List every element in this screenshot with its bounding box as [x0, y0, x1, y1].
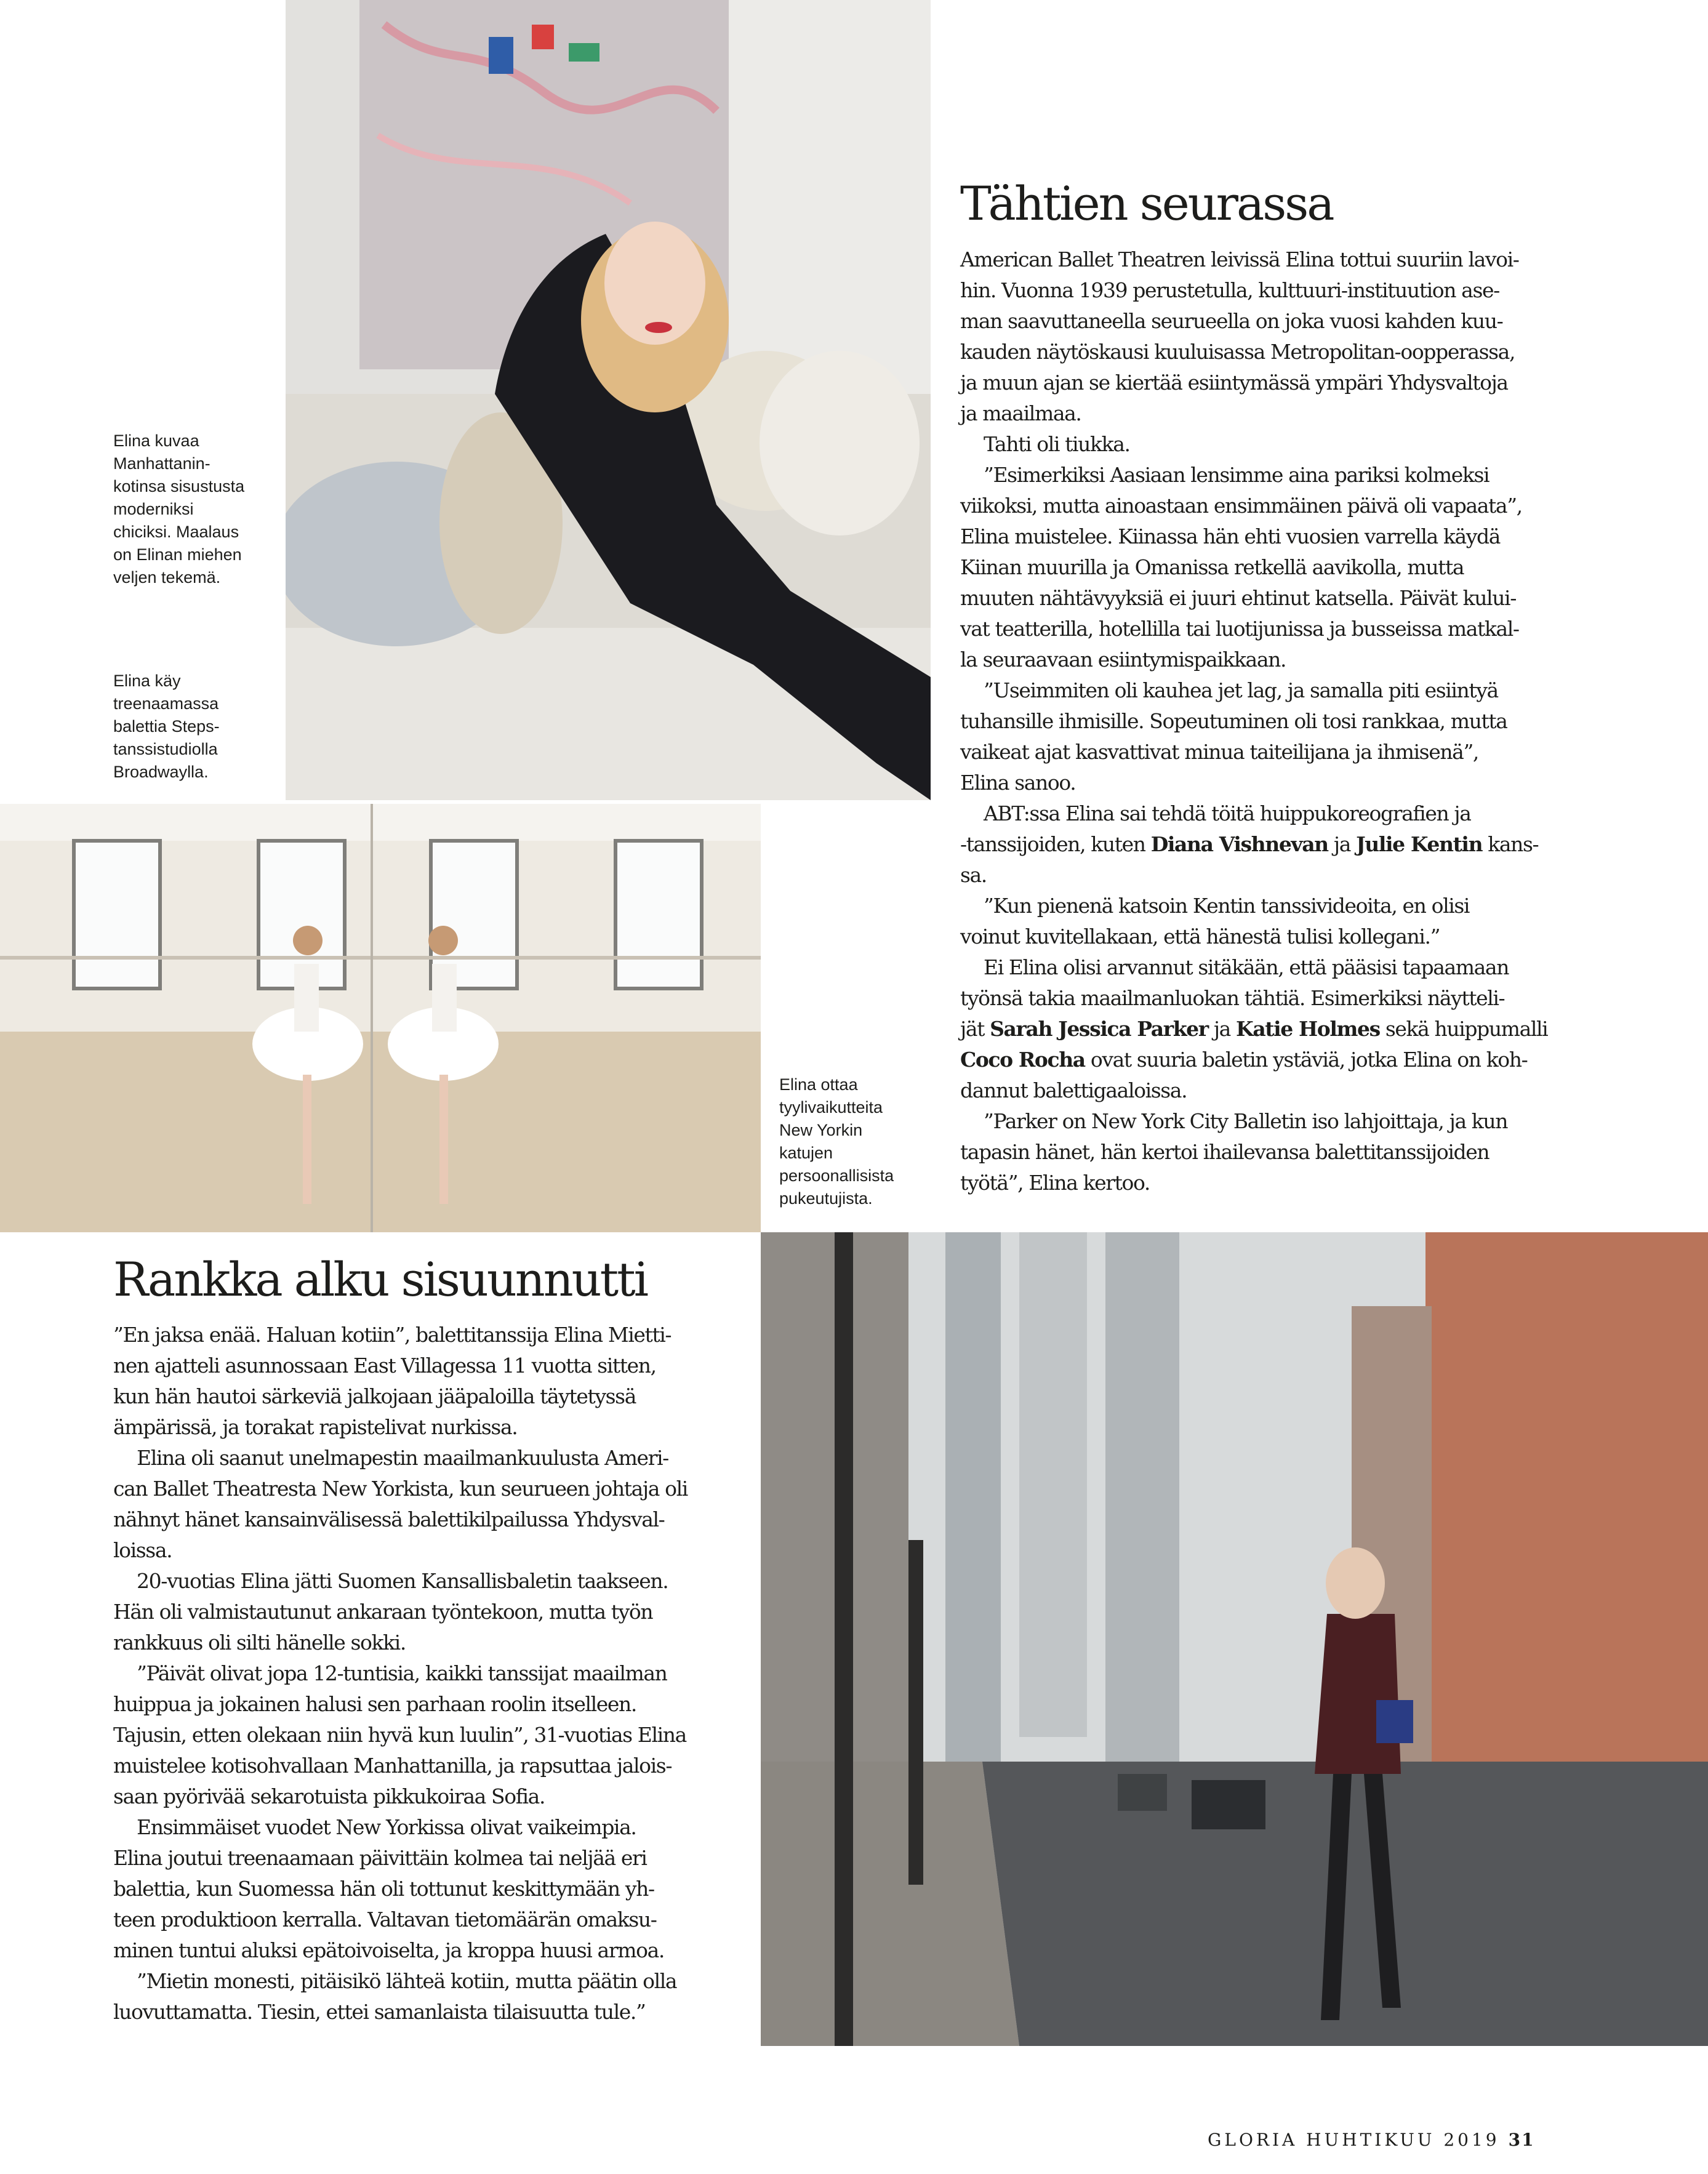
heading-tahtien-seurassa: Tähtien seurassa: [960, 176, 1333, 231]
article-left-body: ”En jaksa enää. Haluan kotiin”, balettitanssija Elina Mietti- nen ajatteli asunnossaan East Villagessa 11 vuotta sitten, kun hän hautoi särkeviä jalkojaan jääpaloilla täytetyssä ämpärissä, ja torakat rapistelivat nurkissa. Elina oli saanut unelmapestin maailmankuulusta Ameri- can Ballet Theatresta New Yorkista, kun seurueen johtaja oli nähnyt hänet kansainvälisessä balettikilpailussa Yhdysval- loissa. 20-vuotias Elina jätti Suomen Kansallisbaletin taakseen. Hän oli valmistautunut ankaraan työntekoon, mutta työn rankkuus oli silti hänelle sokki. ”Päivät olivat jopa 12-tuntisia, kaikki tanssijat maailman huippua ja jokainen halusi sen parhaan roolin itselleen. Tajusin, etten olekaan niin hyvä kun luulin”, 31-vuotias Elina muistelee kotisohvallaan Manhattanilla, ja rapsuttaa jalois- saan pyörivää sekarotuista pikkukoiraa Sofia. Ensimmäiset vuodet New Yorkissa olivat vaikeimpia. Elina joutui treenaamaan päivittäin kolmea tai neljää eri balettia, kun Suomessa hän oli tottunut keskittymään yh- teen produktioon kerralla. Valtavan tietomäärän omaksu- minen tuntui aluksi epätoivoiselta, ja kroppa huusi armoa. ”Mietin monesti, pitäisikö lähteä kotiin, mutta päätin olla luovuttamatta. Tiesin, ettei samanlaista tilaisuutta tule.”: [113, 1323, 688, 2024]
photo-ballet-studio: [0, 804, 761, 1232]
caption-living-room: Elina kuvaa Manhattanin- kotinsa sisustusta moderniksi chiciksi. Maalaus on Elinan miehen veljen tekemä.: [113, 431, 245, 587]
photo-street: [761, 1232, 1708, 2046]
heading-rankka-alku: Rankka alku sisuunnutti: [113, 1252, 648, 1307]
name-julie-kent: Julie Kentin: [1356, 832, 1483, 856]
magazine-issue: GLORIA HUHTIKUU 2019: [1208, 2130, 1500, 2150]
caption-studio: Elina käy treenaamassa balettia Steps- tanssistudiolla Broadwaylla.: [113, 672, 220, 781]
name-diana-vishneva: Diana Vishnevan: [1150, 832, 1328, 856]
caption-street: Elina ottaa tyylivaikutteita New Yorkin katujen persoonallisista pukeutujista.: [779, 1075, 894, 1208]
page-footer: [1208, 2130, 1535, 2150]
name-sarah-jessica-parker: Sarah Jessica Parker: [990, 1017, 1208, 1041]
page-number: 31: [1508, 2130, 1535, 2150]
photo-living-room: [286, 0, 931, 800]
name-coco-rocha: Coco Rocha: [960, 1048, 1085, 1072]
name-katie-holmes: Katie Holmes: [1236, 1017, 1380, 1041]
article-right-body: American Ballet Theatren leivissä Elina tottui suuriin lavoi- hin. Vuonna 1939 perustetulla, kulttuuri-instituution ase- man saavuttaneella seurueella on joka vuosi kahden kuu- kauden näytöskausi kuuluisassa Metropolitan-oopperassa, ja muun ajan se kiertää esiintymässä ympäri Yhdysvaltoja ja maailmaa. Tahti oli tiukka. ”Esimerkiksi Aasiaan lensimme aina pariksi kolmeksi viikoksi, mutta ainoastaan ensimmäinen päivä oli vapaata”, Elina muistelee. Kiinassa hän ehti vuosien varrella käydä Kiinan muurilla ja Omanissa retkellä aavikolla, mutta muuten nähtävyyksiä ei juuri ehtinut katsella. Päivät kului- vat teatterilla, hotellilla tai luotijunissa ja busseissa matkal- la seuraavaan esiintymispaikkaan. ”Useimmiten oli kauhea jet lag, ja samalla piti esiintyä tuhansille ihmisille. Sopeutuminen oli tosi rankkaa, mutta vaikeat ajat kasvattivat minua taiteilijana ja ihmisenä”, Elina sanoo. ABT:ssa Elina sai tehdä töitä huippukoreografien ja -tanssijoiden, kuten Diana Vishnevan ja Julie Kentin kans- sa. ”Kun pienenä katsoin Kentin tanssivideoita, en olisi voinut kuvitellakaan, että hänestä tulisi kollegani.” Ei Elina olisi arvannut sitäkään, että pääsisi tapaamaan työnsä takia maailmanluokan tähtiä. Esimerkiksi näytteli- jät Sarah Jessica Parker ja Katie Holmes sekä huippumalli Coco Rocha ovat suuria baletin ystäviä, jotka Elina on koh- dannut balettigaaloissa. ”Parker on New York City Balletin iso lahjoittaja, ja kun tapasin hänet, hän kertoi ihailevansa balettitanssijoiden työtä”, Elina kertoo.: [960, 247, 1548, 1195]
